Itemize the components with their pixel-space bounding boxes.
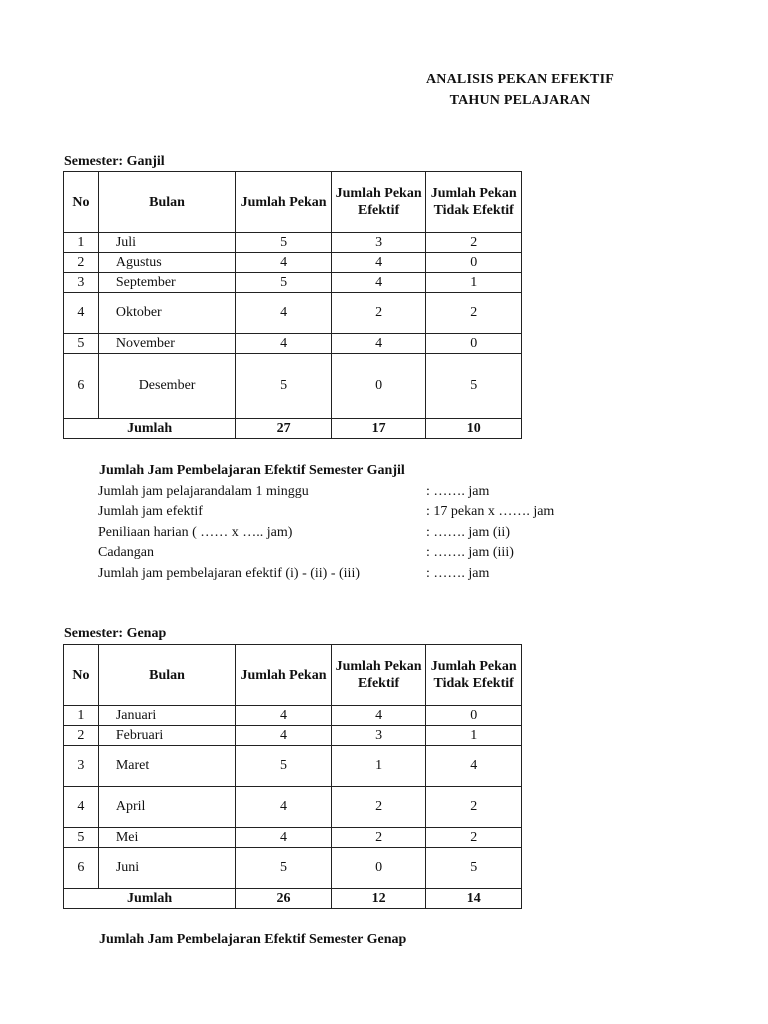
cell-jumlah-pekan-tidak-efektif: 4 [426,746,522,787]
calc-label: Jumlah jam pembelajaran efektif (i) - (ii) - (iii) [98,565,361,581]
cell-jumlah-pekan: 5 [236,848,332,889]
cell-jumlah-pekan-tidak-efektif: 2 [426,293,522,334]
cell-bulan: September [98,273,235,293]
table-semester-ganjil [63,171,522,439]
calc-value: : ……. jam (iii) [426,545,514,561]
table-row [64,787,522,828]
table-row [64,706,522,726]
calc-value: : ……. jam [426,565,490,581]
header-jumlah-pekan-efektif: Jumlah Pekan Efektif [331,645,426,706]
total-jumlah-pekan-efektif: 12 [331,889,426,909]
calc-value: : ……. jam [426,484,490,499]
cell-no: 5 [64,334,99,354]
cell-jumlah-pekan-efektif: 2 [331,828,426,848]
cell-no: 4 [64,787,99,828]
cell-jumlah-pekan: 5 [236,233,332,253]
cell-jumlah-pekan-efektif: 2 [331,787,426,828]
cell-no: 3 [64,273,99,293]
header-no: No [64,645,99,706]
calc-row [98,543,514,563]
table-row [64,354,522,419]
table-header-row [64,645,522,706]
cell-bulan: Oktober [98,293,235,334]
cell-no: 2 [64,726,99,746]
calc-list-ganjil [98,482,555,584]
cell-jumlah-pekan: 4 [236,726,332,746]
cell-no: 6 [64,848,99,889]
cell-jumlah-pekan: 4 [236,828,332,848]
cell-jumlah-pekan: 5 [236,273,332,293]
semester-genap-label: Semester: Genap [64,626,167,641]
cell-jumlah-pekan-tidak-efektif: 0 [426,334,522,354]
cell-jumlah-pekan-efektif: 3 [331,726,426,746]
cell-jumlah-pekan-tidak-efektif: 0 [426,253,522,273]
cell-no: 1 [64,233,99,253]
table-total-row [64,889,522,909]
cell-jumlah-pekan-efektif: 0 [331,848,426,889]
calc-row [98,502,555,522]
cell-jumlah-pekan-tidak-efektif: 5 [426,848,522,889]
cell-jumlah-pekan-tidak-efektif: 5 [426,354,522,419]
calc-title-ganjil: Jumlah Jam Pembelajaran Efektif Semester Ganjil [99,463,405,478]
cell-bulan: November [98,334,235,354]
header-bulan: Bulan [98,645,235,706]
cell-no: 3 [64,746,99,787]
table-row [64,726,522,746]
cell-jumlah-pekan-tidak-efektif: 0 [426,706,522,726]
cell-bulan: Juli [98,233,235,253]
calc-row [98,482,490,502]
cell-jumlah-pekan: 4 [236,334,332,354]
cell-jumlah-pekan-tidak-efektif: 2 [426,787,522,828]
cell-bulan: April [98,787,235,828]
cell-no: 1 [64,706,99,726]
cell-jumlah-pekan: 4 [236,787,332,828]
total-jumlah-pekan-tidak-efektif: 14 [426,889,522,909]
cell-bulan: Mei [98,828,235,848]
cell-jumlah-pekan: 4 [236,293,332,334]
cell-no: 4 [64,293,99,334]
calc-label: Jumlah jam efektif [98,504,203,520]
cell-jumlah-pekan: 4 [236,706,332,726]
cell-jumlah-pekan: 4 [236,253,332,273]
cell-bulan: Maret [98,746,235,787]
table-row [64,293,522,334]
calc-row [98,564,490,584]
total-jumlah-pekan: 26 [236,889,332,909]
table-row [64,233,522,253]
table-header-row [64,172,522,233]
calc-value: : 17 pekan x ……. jam [426,504,555,520]
cell-jumlah-pekan-efektif: 2 [331,293,426,334]
cell-bulan: Februari [98,726,235,746]
table-total-row [64,419,522,439]
table-row [64,273,522,293]
table-row [64,334,522,354]
header-bulan: Bulan [98,172,235,233]
cell-no: 2 [64,253,99,273]
calc-title-genap: Jumlah Jam Pembelajaran Efektif Semester Genap [99,932,407,947]
cell-no: 5 [64,828,99,848]
total-label: Jumlah [64,889,236,909]
header-jumlah-pekan-efektif: Jumlah Pekan Efektif [331,172,426,233]
cell-jumlah-pekan-efektif: 3 [331,233,426,253]
header-no: No [64,172,99,233]
document-subtitle: TAHUN PELAJARAN [449,93,591,108]
header-jumlah-pekan: Jumlah Pekan [236,172,332,233]
cell-jumlah-pekan: 5 [236,354,332,419]
semester-ganjil-label: Semester: Ganjil [64,154,165,169]
cell-jumlah-pekan-tidak-efektif: 2 [426,233,522,253]
cell-jumlah-pekan-tidak-efektif: 2 [426,828,522,848]
calc-label: Jumlah jam pelajarandalam 1 minggu [98,484,309,499]
calc-label: Cadangan [98,545,154,561]
cell-jumlah-pekan-efektif: 4 [331,253,426,273]
cell-jumlah-pekan-efektif: 0 [331,354,426,419]
header-jumlah-pekan-tidak-efektif: Jumlah Pekan Tidak Efektif [426,172,522,233]
header-jumlah-pekan: Jumlah Pekan [236,645,332,706]
cell-no: 6 [64,354,99,419]
table-row [64,253,522,273]
cell-jumlah-pekan-efektif: 4 [331,273,426,293]
cell-jumlah-pekan-tidak-efektif: 1 [426,273,522,293]
total-jumlah-pekan-tidak-efektif: 10 [426,419,522,439]
cell-bulan: Agustus [98,253,235,273]
total-jumlah-pekan: 27 [236,419,332,439]
calc-label: Peniliaan harian ( …… x ….. jam) [98,524,293,540]
table-semester-genap [63,644,522,909]
cell-jumlah-pekan-efektif: 4 [331,706,426,726]
cell-bulan: Juni [98,848,235,889]
total-jumlah-pekan-efektif: 17 [331,419,426,439]
cell-jumlah-pekan-efektif: 4 [331,334,426,354]
total-label: Jumlah [64,419,236,439]
document-title: ANALISIS PEKAN EFEKTIF [426,72,614,87]
header-jumlah-pekan-tidak-efektif: Jumlah Pekan Tidak Efektif [426,645,522,706]
table-row [64,746,522,787]
cell-jumlah-pekan: 5 [236,746,332,787]
table-row [64,828,522,848]
calc-value: : ……. jam (ii) [426,524,510,540]
cell-bulan: Desember [98,354,235,419]
cell-bulan: Januari [98,706,235,726]
cell-jumlah-pekan-tidak-efektif: 1 [426,726,522,746]
table-row [64,848,522,889]
calc-row [98,523,510,543]
cell-jumlah-pekan-efektif: 1 [331,746,426,787]
